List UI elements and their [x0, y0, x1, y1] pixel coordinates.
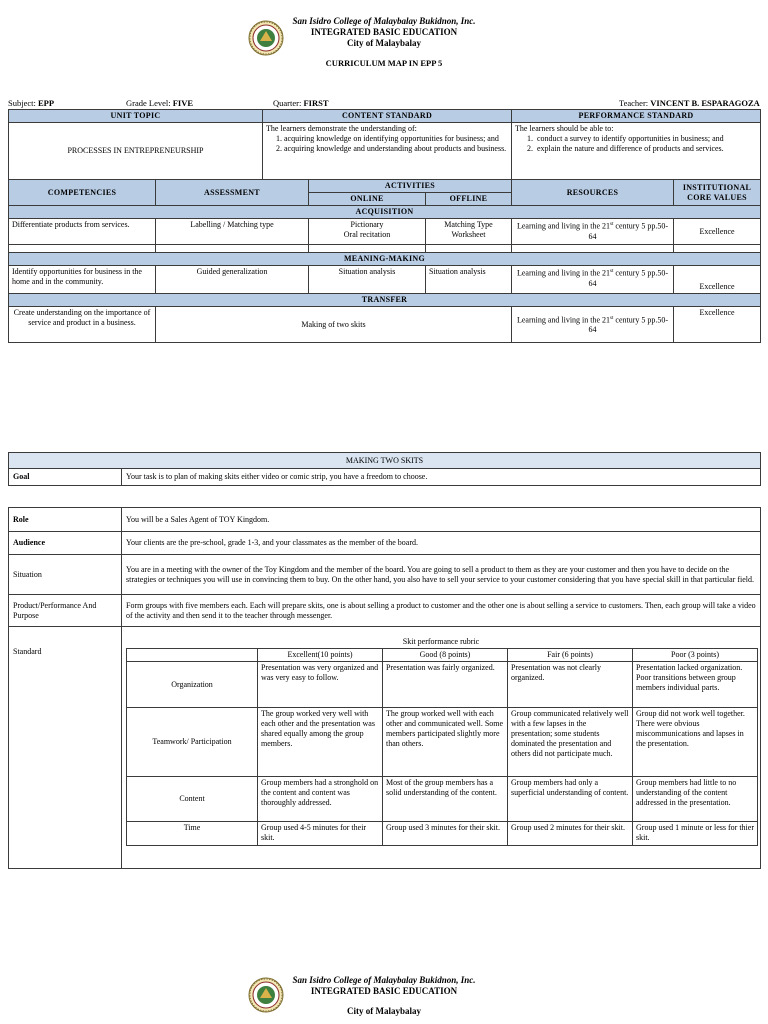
meaning-making-value: Excellence [674, 266, 761, 294]
competencies-header: COMPETENCIES [9, 180, 156, 206]
content-standard-header: CONTENT STANDARD [263, 110, 512, 123]
rubric-criterion: Time [127, 822, 258, 846]
rubric-criterion: Content [127, 777, 258, 822]
school-name: San Isidro College of Malaybalay Bukidnon, Inc. [292, 975, 476, 985]
table-row [9, 245, 761, 253]
next-page-header [0, 975, 768, 1017]
acquisition-offline: Matching Type Worksheet [426, 219, 512, 245]
standard-cell [122, 627, 761, 869]
document-title: CURRICULUM MAP IN EPP 5 [325, 58, 443, 68]
school-name: San Isidro College of Malaybalay Bukidnon, Inc. [292, 16, 476, 26]
unit-topic-cell: PROCESSES IN ENTREPRENEURSHIP [9, 123, 263, 180]
transfer-activity: Making of two skits [156, 307, 512, 343]
table-row: Time Group used 4-5 minutes for their skit. Group used 3 minutes for their skit. Group used 2 minutes for their skit. Group used 1 minute or less for thier skit. [127, 822, 758, 846]
school-seal-icon [248, 20, 284, 56]
goal-label: Goal [9, 469, 122, 486]
meaning-making-offline: Situation analysis [426, 266, 512, 294]
teacher-info: Teacher: VINCENT B. ESPARAGOZA [619, 98, 760, 108]
meaning-making-online: Situation analysis [309, 266, 426, 294]
table-row: Organization Presentation was very organized and was very easy to follow. Presentation was fairly organized. Presentation was not clearly organized. Presentation lacked organization. Poor transitions between group members individual parts. [127, 662, 758, 708]
situation-text: You are in a meeting with the owner of the Toy Kingdom and the member of the board. You are going to sell a product to them as they are your customer and then you have to decide on the strategies or techniques you will use in convincing them to buy. On the other hand, you also have to sell your service to your customer considering that you have special skill in that particular field. [122, 555, 761, 595]
rubric-header-excellent: Excellent(10 points) [258, 649, 383, 662]
standard-label: Standard [9, 627, 122, 869]
skit-title: MAKING TWO SKITS [9, 453, 761, 469]
rubric-table [126, 648, 758, 846]
department-name: INTEGRATED BASIC EDUCATION [310, 986, 458, 996]
transfer-section-header: TRANSFER [9, 294, 761, 307]
school-seal-icon [248, 977, 284, 1013]
city-name: City of Malaybalay [347, 1006, 421, 1016]
skit-task-table [8, 452, 761, 869]
rubric-header-fair: Fair (6 points) [508, 649, 633, 662]
city-name: City of Malaybalay [347, 38, 421, 48]
audience-label: Audience [9, 532, 122, 555]
quarter-info: Quarter: FIRST [273, 98, 329, 108]
meaning-making-assessment: Guided generalization [156, 266, 309, 294]
content-standard-cell: The learners demonstrate the understanding of: 1. acquiring knowledge on identifying opportunities for business; and 2. acquiring knowledge and understanding about products and business. [263, 123, 512, 180]
document-header [0, 16, 768, 69]
rubric-criterion: Organization [127, 662, 258, 708]
performance-standard-cell: The learners should be able to: 1. conduct a survey to identify opportunities in business; and 2. explain the nature and difference of products and services. [512, 123, 761, 180]
rubric-header-row [127, 649, 758, 662]
goal-text: Your task is to plan of making skits either video or comic strip, you have a freedom to choose. [122, 469, 761, 486]
transfer-competency: Create understanding on the importance of service and product in a business. [9, 307, 156, 343]
table-row: Content Group members had a stronghold on the content and content was thoroughly addressed. Most of the group members has a solid understanding of the content. Group members had only a superficial understanding of content. Group members had little to no understanding of the content addressed in the presentation. [127, 777, 758, 822]
online-header: ONLINE [309, 193, 426, 206]
acquisition-assessment: Labelling / Matching type [156, 219, 309, 245]
acquisition-section-header: ACQUISITION [9, 206, 761, 219]
offline-header: OFFLINE [426, 193, 512, 206]
meaning-making-section-header: MEANING-MAKING [9, 253, 761, 266]
acquisition-competency: Differentiate products from services. [9, 219, 156, 245]
transfer-resources: Learning and living in the 21st century 5 pp.50-64 [512, 307, 674, 343]
department-name: INTEGRATED BASIC EDUCATION [310, 27, 458, 37]
situation-label: Situation [9, 555, 122, 595]
meaning-making-competency: Identify opportunities for business in the home and in the community. [9, 266, 156, 294]
audience-text: Your clients are the pre-school, grade 1-3, and your classmates as the member of the board. [122, 532, 761, 555]
resources-header: RESOURCES [512, 180, 674, 206]
table-row [9, 307, 761, 343]
performance-standard-header: PERFORMANCE STANDARD [512, 110, 761, 123]
acquisition-value: Excellence [674, 219, 761, 245]
role-label: Role [9, 508, 122, 532]
product-text: Form groups with five members each. Each will prepare skits, one is about selling a product to customer and the other one is about selling a service to customers. Then, each group will take a video of the activity and then send it to the teacher through messenger. [122, 595, 761, 627]
acquisition-online: Pictionary Oral recitation [309, 219, 426, 245]
rubric-header-poor: Poor (3 points) [633, 649, 758, 662]
table-row [9, 266, 761, 294]
unit-topic-header: UNIT TOPIC [9, 110, 263, 123]
meaning-making-resources: Learning and living in the 21st century 5 pp.50-64 [512, 266, 674, 294]
acquisition-resources: Learning and living in the 21st century 5 pp.50-64 [512, 219, 674, 245]
table-row [9, 219, 761, 245]
grade-info: Grade Level: FIVE [126, 98, 194, 108]
table-row: Teamwork/ Participation The group worked very well with each other and the presentation was shared equally among the group members. The group worked well with each other and communicated well. Some members participated slightly more than others. Group communicated relatively well with a few lapses in the presentation; some students dominated the presentation and others did not participate much. Group did not work well together. There were obvious miscommunications and lapses in the presentation. [127, 708, 758, 777]
rubric-header-good: Good (8 points) [383, 649, 508, 662]
transfer-value: Excellence [674, 307, 761, 343]
core-values-header: INSTITUTIONAL CORE VALUES [674, 180, 761, 206]
role-text: You will be a Sales Agent of TOY Kingdom. [122, 508, 761, 532]
activities-header: ACTIVITIES [309, 180, 512, 193]
curriculum-map-table [8, 109, 761, 343]
subject-info: Subject: EPP [8, 98, 55, 108]
rubric-title: Skit performance rubric [402, 637, 480, 646]
product-label: Product/Performance And Purpose [9, 595, 122, 627]
rubric-criterion: Teamwork/ Participation [127, 708, 258, 777]
assessment-header: ASSESSMENT [156, 180, 309, 206]
